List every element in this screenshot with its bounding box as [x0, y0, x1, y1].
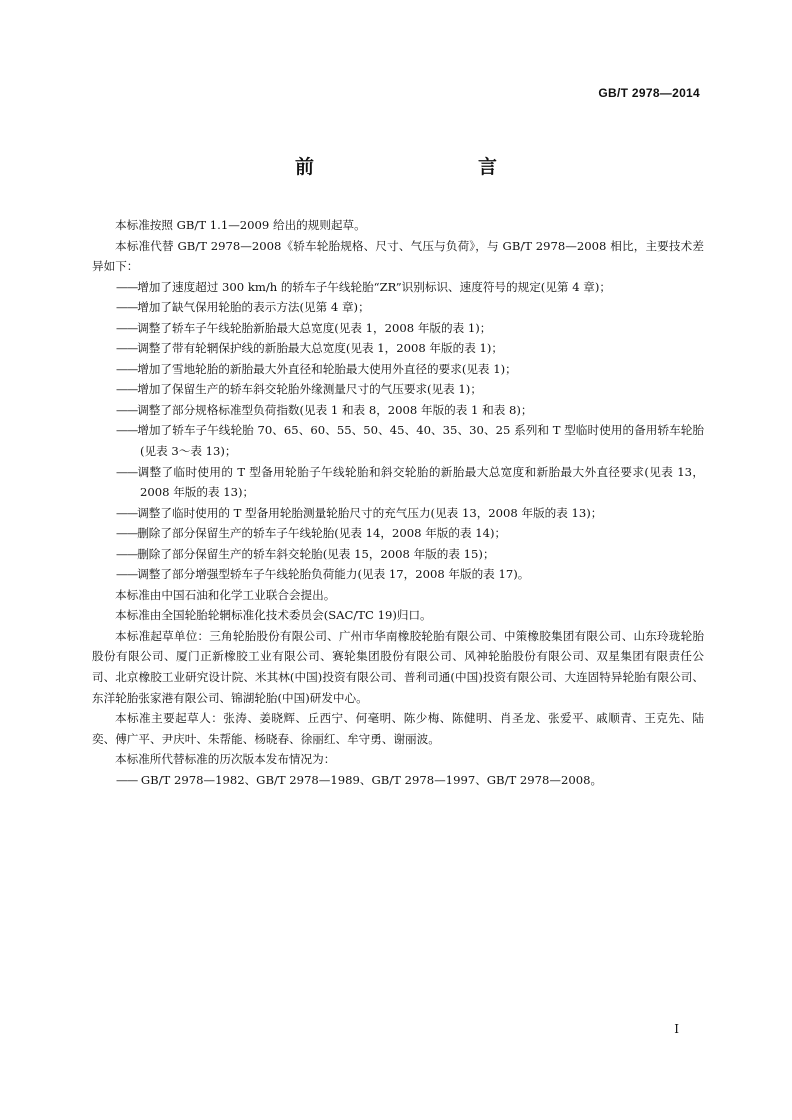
page-title: 前 言 — [294, 156, 539, 178]
dash-marker: —— — [116, 505, 138, 520]
list-item: ——增加了保留生产的轿车斜交轮胎外缘测量尺寸的气压要求(见表 1)； — [116, 382, 482, 397]
paragraph-drafting-units: 本标准起草单位：三角轮胎股份有限公司、广州市华南橡胶轮胎有限公司、中策橡胶集团有限公司、山东玲珑轮胎股份有限公司、厦门正新橡胶工业有限公司、赛轮集团股份有限公司、风神轮胎股份有限公司、双星集团有限责任公司、北京橡胶工业研究设计院、米其林(中国)投资有限公司、普利司通(中国)投资有限公司、大连固特异轮胎有限公司、东洋轮胎张家港有限公司、锦湖轮胎(中国)研发中心。 — [92, 628, 704, 705]
list-item: ——调整了部分增强型轿车子午线轮胎负荷能力(见表 17，2008 年版的表 17)。 — [116, 567, 530, 582]
list-item: ——调整了带有轮辋保护线的新胎最大总宽度(见表 1，2008 年版的表 1)； — [116, 341, 503, 356]
paragraph-replaces: 本标准代替 GB/T 2978—2008《轿车轮胎规格、尺寸、气压与负荷》，与 GB/T 2978—2008 相比，主要技术差异如下： — [92, 238, 704, 274]
paragraph-drafting-rules: 本标准按照 GB/T 1.1—2009 给出的规则起草。 — [115, 218, 366, 232]
list-item: ——调整了临时使用的 T 型备用轮胎测量轮胎尺寸的充气压力(见表 13，2008 年版的表 13)； — [116, 505, 603, 520]
dash-marker: —— — [116, 320, 138, 335]
standard-code: GB/T 2978—2014 — [598, 86, 700, 100]
history-versions: GB/T 2978—1982、GB/T 2978—1989、GB/T 2978—1997、GB/T 2978—2008。 — [140, 772, 603, 787]
paragraph-proposer: 本标准由中国石油和化学工业联合会提出。 — [115, 587, 336, 602]
dash-marker: —— — [116, 772, 138, 787]
dash-marker: —— — [116, 546, 138, 561]
paragraph-drafters: 本标准主要起草人：张涛、姜晓辉、丘西宁、何毫明、陈少梅、陈健明、肖圣龙、张爱平、戚顺青、王克先、陆奕、傅广平、尹庆叶、朱帮能、杨晓春、徐丽红、牟守勇、谢丽波。 — [92, 711, 704, 746]
dash-marker: —— — [116, 402, 138, 417]
dash-marker: —— — [116, 526, 138, 541]
page-number: I — [674, 1022, 679, 1036]
list-item: ——调整了部分规格标准型负荷指数(见表 1 和表 8，2008 年版的表 1 和表 8)； — [116, 402, 533, 417]
list-item: ——删除了部分保留生产的轿车子午线轮胎(见表 14，2008 年版的表 14)； — [116, 526, 507, 541]
dash-marker: —— — [116, 279, 138, 294]
list-item: ——删除了部分保留生产的轿车斜交轮胎(见表 15，2008 年版的表 15)； — [116, 546, 495, 561]
dash-marker: —— — [116, 361, 138, 376]
dash-marker: —— — [116, 341, 138, 356]
change-list — [92, 277, 704, 585]
list-item: ——调整了轿车子午线轮胎新胎最大总宽度(见表 1，2008 年版的表 1)； — [116, 320, 492, 335]
paragraph-centralized: 本标准由全国轮胎轮辋标准化技术委员会(SAC/TC 19)归口。 — [115, 608, 432, 623]
list-item: ——增加了轿车子午线轮胎 70、65、60、55、50、45、40、35、30、25 系列和 T 型临时使用的备用轿车轮胎(见表 3～表 13)； — [116, 423, 704, 459]
dash-marker: —— — [116, 300, 138, 315]
dash-marker: —— — [116, 464, 138, 479]
list-item: ——调整了临时使用的 T 型备用轮胎子午线轮胎和斜交轮胎的新胎最大总宽度和新胎最大外直径要求(见表 13，2008 年版的表 13)； — [116, 464, 704, 500]
foreword-body — [92, 215, 704, 790]
list-item: ——增加了缺气保用轮胎的表示方法(见第 4 章)； — [116, 300, 370, 315]
dash-marker: —— — [116, 382, 138, 397]
list-item: ——增加了速度超过 300 km/h 的轿车子午线轮胎“ZR”识别标识、速度符号的规定(见第 4 章)； — [116, 279, 611, 294]
dash-marker: —— — [116, 567, 138, 582]
dash-marker: —— — [116, 423, 138, 438]
paragraph-history-intro: 本标准所代替标准的历次版本发布情况为： — [115, 752, 336, 767]
history-item — [92, 770, 704, 791]
list-item: ——增加了雪地轮胎的新胎最大外直径和轮胎最大使用外直径的要求(见表 1)； — [116, 361, 517, 376]
